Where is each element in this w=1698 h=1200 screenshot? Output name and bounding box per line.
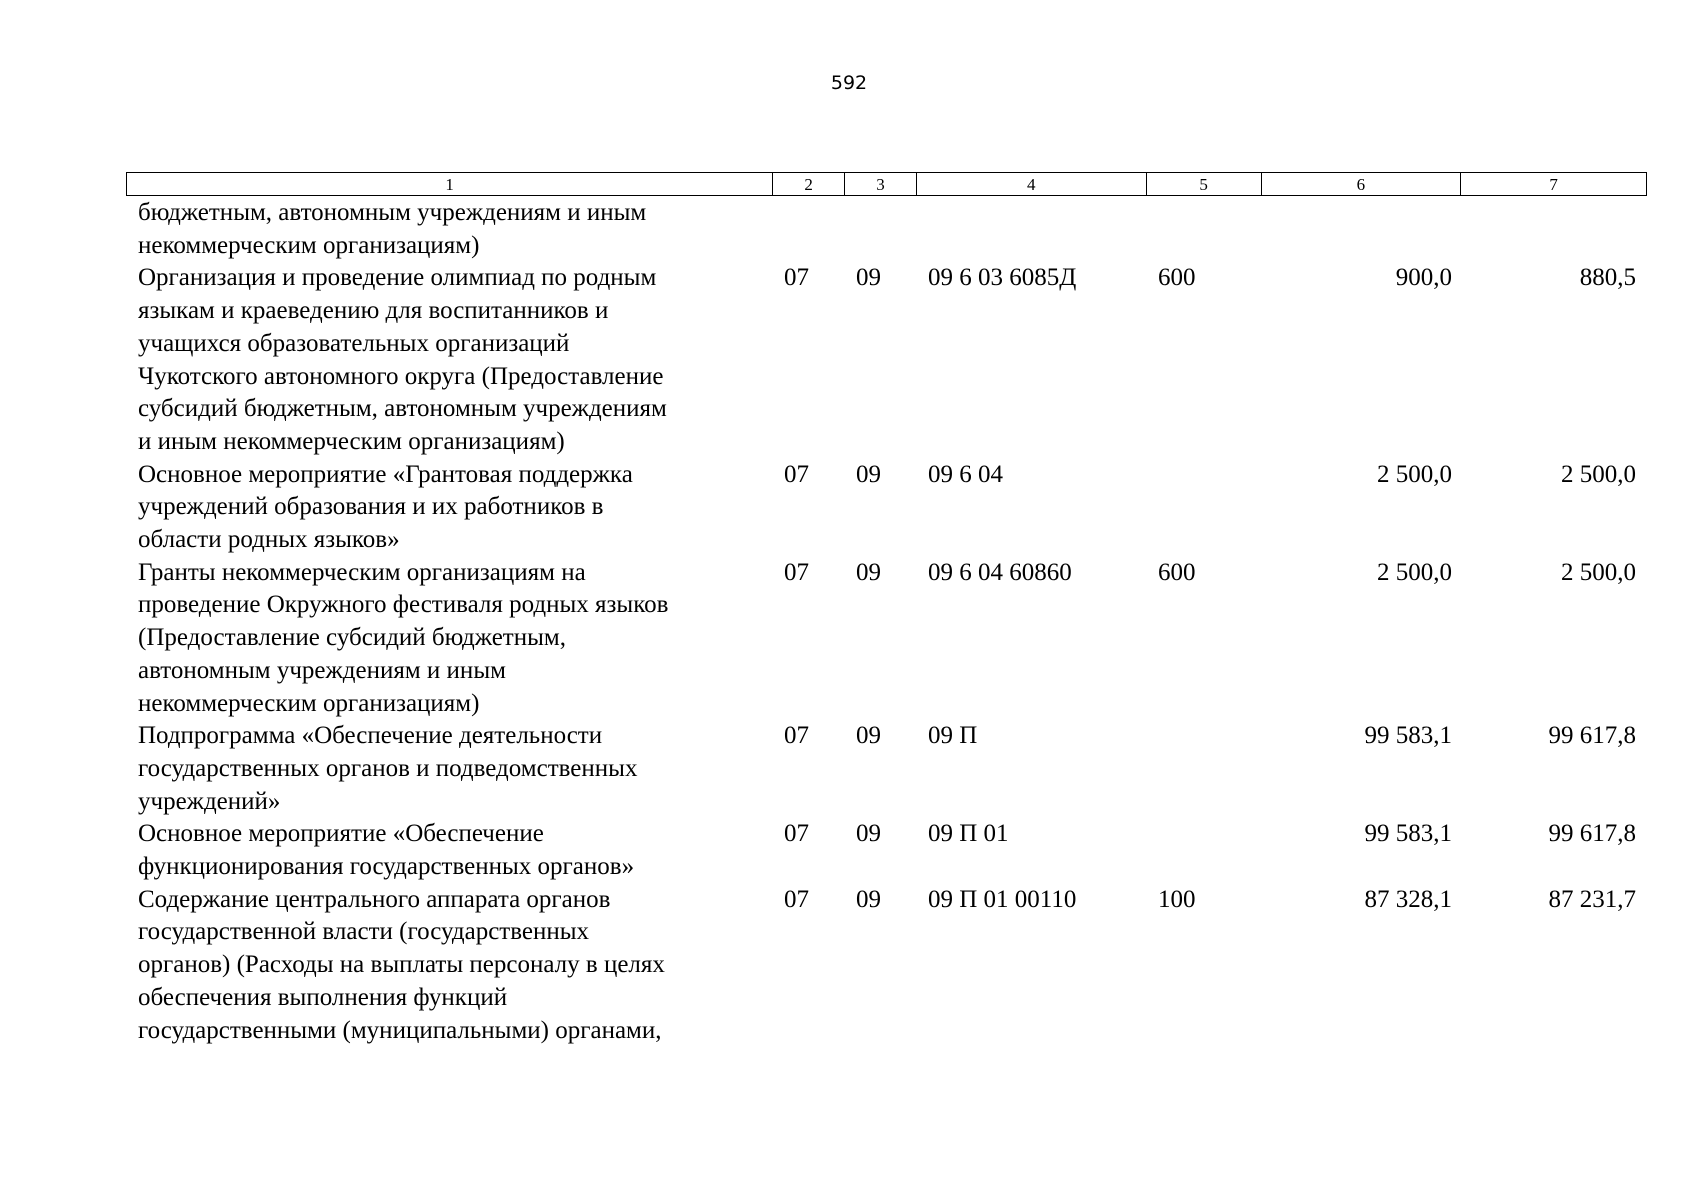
- row-name: Подпрограмма «Обеспечение деятельности государственных органов и подведомственных учреждений»: [138, 722, 638, 815]
- row-expense-type: [1147, 197, 1262, 262]
- row-amount-2: [1462, 197, 1647, 262]
- row-target-code: [917, 197, 1147, 262]
- table-row: [126, 557, 1647, 721]
- row-amount-1: 2 500,0: [1377, 460, 1452, 488]
- table-row: [126, 262, 1647, 458]
- header-col-6: 6: [1262, 173, 1462, 195]
- row-amount-1: 87 328,1: [1364, 885, 1452, 913]
- table-row: [126, 459, 1647, 557]
- row-subsection: 09: [856, 820, 881, 848]
- table-body: [126, 197, 1647, 1047]
- table-row: [126, 884, 1647, 1048]
- table-header: [126, 172, 1647, 196]
- header-col-7: 7: [1549, 174, 1558, 194]
- row-subsection: 09: [856, 460, 881, 488]
- row-expense-type: 600: [1158, 264, 1196, 292]
- row-amount-2: 2 500,0: [1561, 558, 1636, 586]
- row-name: Основное мероприятие «Обеспечение функционирования государственных органов»: [138, 820, 635, 881]
- row-amount-2: 87 231,7: [1548, 885, 1636, 913]
- row-section: 07: [784, 460, 809, 488]
- row-target-code: 09 6 03 6085Д: [928, 264, 1077, 292]
- row-section: [773, 197, 845, 262]
- row-subsection: 09: [856, 885, 881, 913]
- row-name: Содержание центрального аппарата органов государственной власти (государственных органов) (Расходы на выплаты персоналу в целях обеспечения выполнения функций государственными (муниципальными) органами,: [138, 885, 665, 1044]
- row-expense-type: [1147, 459, 1262, 557]
- row-amount-2: 880,5: [1579, 264, 1636, 292]
- table-row: [126, 720, 1647, 818]
- row-expense-type: 100: [1158, 885, 1196, 913]
- row-amount-1: [1262, 197, 1462, 262]
- row-section: 07: [784, 558, 809, 586]
- header-col-2: 2: [773, 173, 845, 195]
- row-amount-2: 99 617,8: [1548, 722, 1636, 750]
- row-target-code: 09 П: [928, 722, 978, 750]
- table-row: [126, 818, 1647, 883]
- row-amount-1: 2 500,0: [1377, 558, 1452, 586]
- header-col-4: 4: [917, 173, 1147, 195]
- row-section: 07: [784, 264, 809, 292]
- row-expense-type: [1147, 818, 1262, 883]
- row-name: бюджетным, автономным учреждениям и иным некоммерческим организациям): [138, 199, 647, 259]
- row-subsection: [845, 197, 917, 262]
- row-expense-type: [1147, 720, 1262, 818]
- row-subsection: 09: [856, 558, 881, 586]
- header-col-1: 1: [127, 173, 773, 195]
- row-target-code: 09 П 01 00110: [928, 885, 1077, 913]
- row-name: Гранты некоммерческим организациям на проведение Окружного фестиваля родных языков (Предоставление субсидий бюджетным, автономным учреждениям и иным некоммерческим организациям): [138, 558, 669, 717]
- row-target-code: 09 6 04 60860: [928, 558, 1072, 586]
- row-amount-1: 900,0: [1395, 264, 1452, 292]
- row-subsection: 09: [856, 264, 881, 292]
- row-expense-type: 600: [1158, 558, 1196, 586]
- row-name: Основное мероприятие «Грантовая поддержка учреждений образования и их работников в области родных языков»: [138, 460, 633, 554]
- header-col-5: 5: [1147, 173, 1262, 195]
- page-number: 592: [830, 72, 868, 94]
- row-target-code: 09 6 04: [928, 460, 1003, 488]
- table-row: [126, 197, 1647, 262]
- row-target-code: 09 П 01: [928, 820, 1009, 848]
- row-amount-1: 99 583,1: [1364, 820, 1452, 848]
- row-section: 07: [784, 885, 809, 913]
- row-amount-1: 99 583,1: [1364, 722, 1452, 750]
- row-section: 07: [784, 722, 809, 750]
- row-amount-2: 2 500,0: [1561, 460, 1636, 488]
- row-subsection: 09: [856, 722, 881, 750]
- row-name: Организация и проведение олимпиад по родным языкам и краеведению для воспитанников и учащихся образовательных организаций Чукотского автономного округа (Предоставление субсидий бюджетным, автономным учреждениям и иным некоммерческим организациям): [138, 264, 667, 455]
- row-section: 07: [784, 820, 809, 848]
- header-col-3: 3: [845, 173, 917, 195]
- row-amount-2: 99 617,8: [1548, 820, 1636, 848]
